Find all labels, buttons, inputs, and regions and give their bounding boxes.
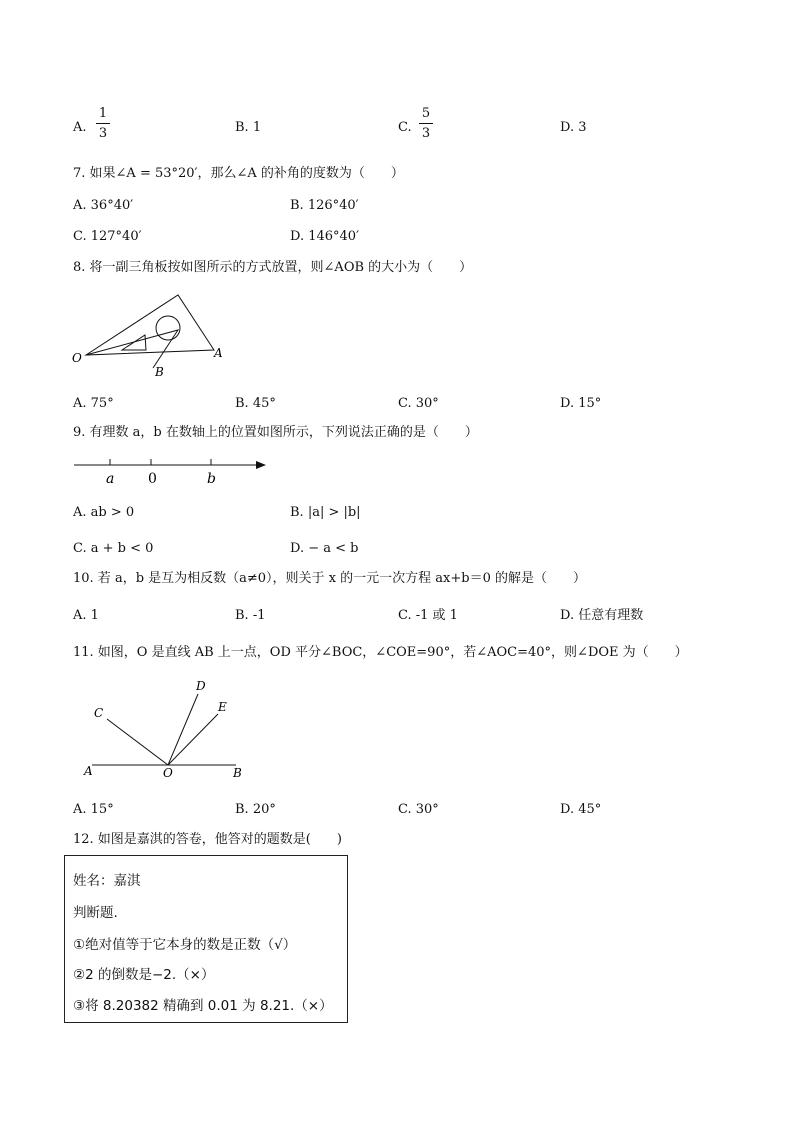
- q11-option-c: C. 30°: [398, 802, 439, 817]
- q6-option-d: D. 3: [560, 120, 587, 135]
- q7-option-c: C. 127°40′: [73, 229, 142, 244]
- answer-sheet-item-2: ②2 的倒数是−2.（×）: [73, 967, 215, 983]
- q10-option-c: C. -1 或 1: [398, 608, 458, 623]
- answer-sheet-item-3: ③将 8.20382 精确到 0.01 为 8.21.（×）: [73, 998, 333, 1014]
- q9-arrow-icon: [256, 461, 266, 469]
- q11-label-b: B: [233, 766, 242, 780]
- q6-option-a-denominator: 3: [98, 126, 108, 141]
- q8-label-a: A: [214, 346, 223, 360]
- q7-option-d: D. 146°40′: [290, 229, 360, 244]
- q9-label-a: a: [106, 471, 115, 487]
- q10-option-b: B. -1: [235, 608, 266, 623]
- q8-label-o: O: [72, 351, 82, 365]
- q8-large-triangle: [86, 295, 214, 355]
- q11-option-b: B. 20°: [235, 802, 276, 817]
- q11-figure: [80, 676, 250, 784]
- answer-sheet-name: 姓名：嘉淇: [73, 873, 141, 889]
- q9-label-b: b: [207, 471, 216, 487]
- q6-option-c-fraction: [419, 106, 433, 141]
- q8-figure: [68, 290, 238, 380]
- q6-option-b: B. 1: [235, 120, 262, 135]
- q10-option-a: A. 1: [73, 608, 99, 623]
- q11-stem: 11. 如图，O 是直线 AB 上一点，OD 平分∠BOC，∠COE=90°，若∠AOC=40°，则∠DOE 为（ ）: [73, 645, 688, 660]
- q9-option-d: D. − a < b: [290, 541, 359, 556]
- q11-label-o: O: [163, 766, 173, 780]
- q8-label-b: B: [155, 365, 164, 379]
- q10-stem: 10. 若 a，b 是互为相反数（a≠0），则关于 x 的一元一次方程 ax+b＝0 的解是（ ）: [73, 571, 586, 586]
- answer-sheet-item-1: ①绝对值等于它本身的数是正数（√）: [73, 937, 297, 953]
- q11-label-c: C: [94, 706, 104, 720]
- q9-option-b: B. |a| > |b|: [290, 505, 361, 520]
- q11-label-d: D: [196, 679, 206, 693]
- q11-label-a: A: [84, 764, 93, 778]
- q9-number-line: [70, 452, 270, 488]
- q6-option-a-label: A.: [73, 120, 87, 135]
- q8-small-triangle-edge: [86, 330, 178, 368]
- q8-stem: 8. 将一副三角板按如图所示的方式放置，则∠AOB 的大小为（ ）: [73, 260, 473, 275]
- q8-option-c: C. 30°: [398, 396, 439, 411]
- q9-stem: 9. 有理数 a，b 在数轴上的位置如图所示，下列说法正确的是（ ）: [73, 425, 478, 440]
- q9-option-a: A. ab > 0: [73, 505, 135, 520]
- q8-option-b: B. 45°: [235, 396, 276, 411]
- q6-option-c-numerator: 5: [419, 106, 433, 124]
- q11-label-e: E: [218, 700, 227, 714]
- q6-option-a-fraction: [96, 106, 110, 141]
- q7-option-b: B. 126°40′: [290, 198, 359, 213]
- q8-inner-triangle: [122, 335, 146, 350]
- q6-option-a-numerator: 1: [96, 106, 110, 124]
- q8-option-d: D. 15°: [560, 396, 602, 411]
- q8-inner-circle: [156, 316, 180, 340]
- answer-sheet-type: 判断题.: [73, 905, 118, 921]
- q10-option-d: D. 任意有理数: [560, 608, 644, 623]
- q11-option-a: A. 15°: [73, 802, 114, 817]
- q9-label-zero: 0: [148, 471, 157, 487]
- q7-option-a: A. 36°40′: [73, 198, 134, 213]
- q12-stem: 12. 如图是嘉淇的答卷，他答对的题数是( ): [73, 832, 342, 847]
- q6-option-c-denominator: 3: [421, 126, 431, 141]
- q11-option-d: D. 45°: [560, 802, 602, 817]
- answer-sheet-box: [64, 855, 348, 1023]
- q8-option-a: A. 75°: [73, 396, 114, 411]
- q7-stem: 7. 如果∠A = 53°20′，那么∠A 的补角的度数为（ ）: [73, 166, 404, 181]
- q6-option-c-label: C.: [398, 120, 412, 135]
- q9-option-c: C. a + b < 0: [73, 541, 154, 556]
